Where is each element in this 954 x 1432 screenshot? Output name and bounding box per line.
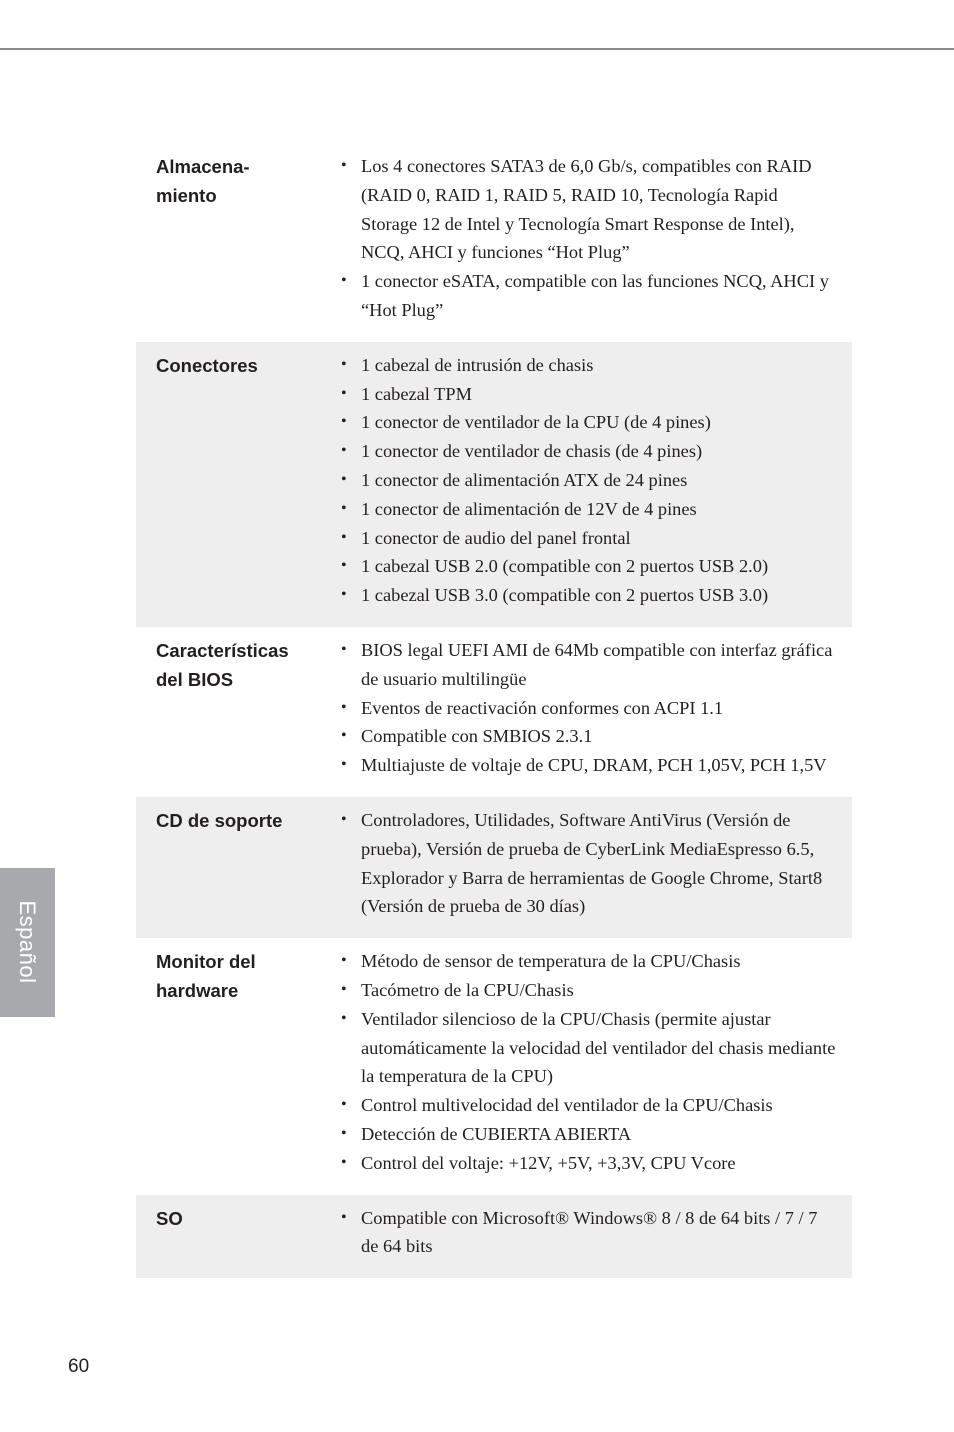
spec-item: • Control del voltaje: +12V, +5V, +3,3V, CPU Vcore xyxy=(341,1149,836,1178)
spec-label: SO xyxy=(156,1207,183,1229)
spec-label: CD de soporte xyxy=(156,809,283,831)
language-tab xyxy=(0,868,55,1017)
spec-item: • Tacómetro de la CPU/Chasis xyxy=(341,976,836,1005)
spec-item: • Compatible con Microsoft® Windows® 8 / 8 de 64 bits / 7 / 7 de 64 bits xyxy=(341,1204,836,1262)
spec-label: Características del BIOS xyxy=(156,639,289,690)
header-rule xyxy=(0,48,954,50)
spec-item: • Eventos de reactivación conformes con ACPI 1.1 xyxy=(341,694,836,723)
spec-row-storage xyxy=(136,143,852,342)
spec-item: • Controladores, Utilidades, Software AntiVirus (Versión de prueba), Versión de prueba de CyberLink MediaEspresso 6.5, Explorador y Barra de herramientas de Google Chrome, Start8 (Versión de prueba de 30 días) xyxy=(341,806,836,921)
spec-item: • BIOS legal UEFI AMI de 64Mb compatible con interfaz gráfica de usuario multilingüe xyxy=(341,636,836,694)
spec-label: Monitor del hardware xyxy=(156,951,256,1002)
spec-item: • Multiajuste de voltaje de CPU, DRAM, PCH 1,05V, PCH 1,5V xyxy=(341,751,836,780)
spec-label: Conectores xyxy=(156,354,258,376)
page-number: 60 xyxy=(68,1356,90,1377)
spec-item: • Detección de CUBIERTA ABIERTA xyxy=(341,1120,836,1149)
spec-item: • 1 cabezal TPM xyxy=(341,380,836,409)
spec-item: • 1 conector de alimentación ATX de 24 pines xyxy=(341,466,836,495)
spec-row-support-cd xyxy=(136,797,852,938)
spec-list xyxy=(324,152,836,325)
spec-list xyxy=(324,351,836,610)
spec-item: • 1 conector eSATA, compatible con las funciones NCQ, AHCI y “Hot Plug” xyxy=(341,267,836,325)
language-tab-label: Español xyxy=(15,900,40,984)
spec-item: • Compatible con SMBIOS 2.3.1 xyxy=(341,722,836,751)
spec-row-hardware-monitor xyxy=(136,938,852,1194)
spec-item: • 1 conector de alimentación de 12V de 4 pines xyxy=(341,495,836,524)
spec-item: • Control multivelocidad del ventilador de la CPU/Chasis xyxy=(341,1091,836,1120)
spec-item: • 1 cabezal USB 3.0 (compatible con 2 puertos USB 3.0) xyxy=(341,581,836,610)
spec-list xyxy=(324,947,836,1177)
spec-item: • 1 cabezal de intrusión de chasis xyxy=(341,351,836,380)
spec-item: • Ventilador silencioso de la CPU/Chasis (permite ajustar automáticamente la velocidad del ventilador del chasis mediante la temperatura de la CPU) xyxy=(341,1005,836,1091)
spec-item: • 1 conector de audio del panel frontal xyxy=(341,524,836,553)
spec-table xyxy=(136,143,852,1278)
spec-list xyxy=(324,1204,836,1262)
spec-row-os xyxy=(136,1195,852,1279)
spec-label: Almacena- miento xyxy=(156,156,250,206)
spec-row-connectors xyxy=(136,342,852,627)
spec-list xyxy=(324,806,836,921)
spec-item: • Los 4 conectores SATA3 de 6,0 Gb/s, compatibles con RAID (RAID 0, RAID 1, RAID 5, RAID 10, Tecnología Rapid Storage 12 de Intel y Tecnología Smart Response de Intel), NCQ, AHCI y funciones “Hot Plug” xyxy=(341,152,836,267)
spec-item: • 1 cabezal USB 2.0 (compatible con 2 puertos USB 2.0) xyxy=(341,552,836,581)
spec-item: • Método de sensor de temperatura de la CPU/Chasis xyxy=(341,947,836,976)
spec-row-bios xyxy=(136,627,852,797)
spec-list xyxy=(324,636,836,780)
spec-item: • 1 conector de ventilador de chasis (de 4 pines) xyxy=(341,437,836,466)
spec-item: • 1 conector de ventilador de la CPU (de 4 pines) xyxy=(341,408,836,437)
